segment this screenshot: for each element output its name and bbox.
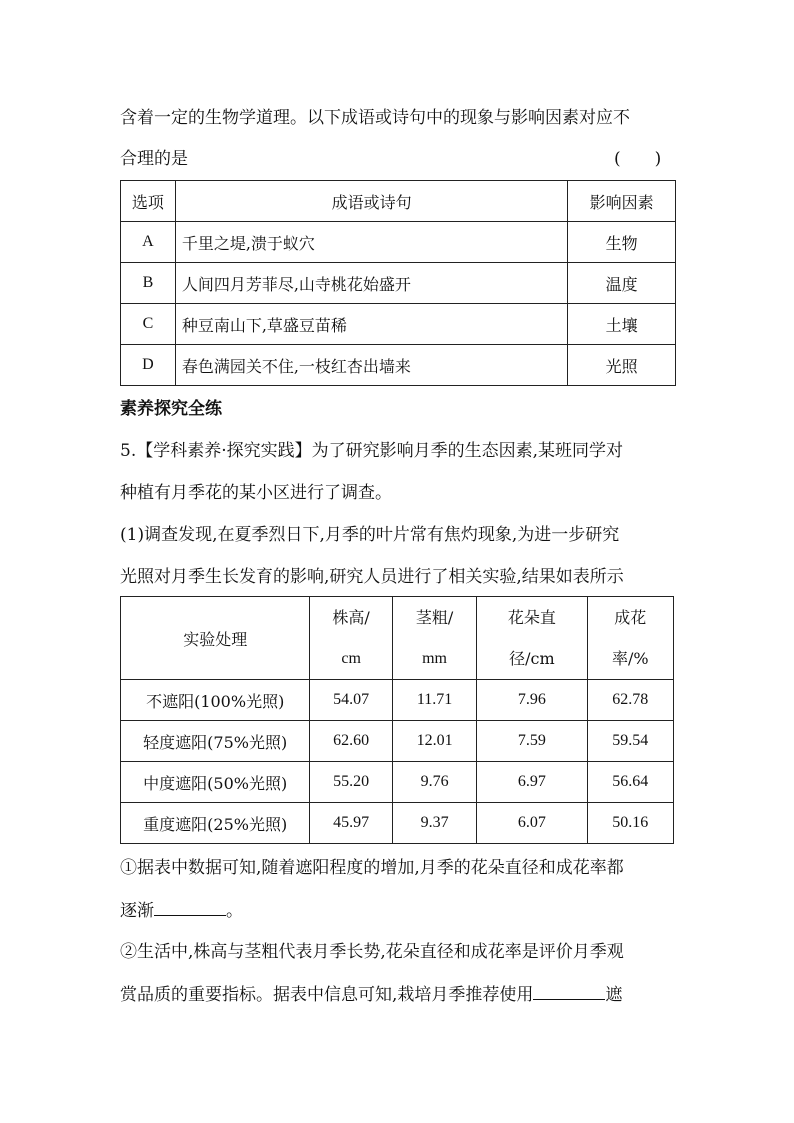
sub1-line2-suffix: 。: [226, 901, 243, 921]
option-cell: C: [121, 304, 176, 345]
sub1-line2-prefix: 逐渐: [120, 901, 154, 921]
header-unit: 率/%: [611, 649, 649, 668]
table-row: [121, 803, 674, 844]
q5-part1-line2: 光照对月季生长发育的影响,研究人员进行了相关实验,结果如表所示: [120, 567, 624, 587]
treatment-cell: 中度遮阳(50%光照): [121, 762, 310, 803]
header-text: 株高/: [332, 608, 370, 627]
value-cell: 9.76: [392, 762, 476, 803]
sub2-line2-prefix: 赏品质的重要指标。据表中信息可知,栽培月季推荐使用: [120, 985, 534, 1005]
factor-cell: 生物: [568, 222, 676, 263]
q5-text-line1: 5.【学科素养·探究实践】为了研究影响月季的生态因素,某班同学对: [120, 441, 624, 461]
header-unit: 径/cm: [509, 649, 555, 668]
header-cell-flower-diameter: [477, 597, 587, 680]
value-cell: 62.78: [587, 680, 673, 721]
header-cell-height: [310, 597, 392, 680]
q5-part1-line1: (1)调查发现,在夏季烈日下,月季的叶片常有焦灼现象,为进一步研究: [120, 525, 620, 545]
value-cell: 7.96: [477, 680, 587, 721]
value-cell: 12.01: [392, 721, 476, 762]
value-cell: 6.07: [477, 803, 587, 844]
value-cell: 62.60: [310, 721, 392, 762]
idiom-cell: 种豆南山下,草盛豆苗稀: [175, 304, 568, 345]
table-row: [121, 222, 676, 263]
factor-cell: 光照: [568, 345, 676, 386]
q4-text-line1: 含着一定的生物学道理。以下成语或诗句中的现象与影响因素对应不: [120, 108, 630, 128]
value-cell: 45.97: [310, 803, 392, 844]
sub1-line1: ①据表中数据可知,随着遮阳程度的增加,月季的花朵直径和成花率都: [120, 858, 624, 878]
value-cell: 56.64: [587, 762, 673, 803]
answer-blank[interactable]: [533, 983, 605, 1000]
table-row: [121, 721, 674, 762]
idiom-cell: 千里之堤,溃于蚁穴: [175, 222, 568, 263]
header-unit: mm: [422, 650, 447, 667]
value-cell: 7.59: [477, 721, 587, 762]
q5-text-line2: 种植有月季花的某小区进行了调查。: [120, 483, 392, 503]
table-row: [121, 762, 674, 803]
section-title: 素养探究全练: [120, 399, 222, 419]
value-cell: 50.16: [587, 803, 673, 844]
table-row: [121, 263, 676, 304]
header-cell: 成语或诗句: [175, 181, 568, 222]
shading-experiment-table: [120, 596, 674, 844]
answer-parentheses: ( ): [614, 149, 662, 169]
option-cell: D: [121, 345, 176, 386]
table-header-row: [121, 597, 674, 680]
q4-text-line2: [120, 148, 676, 170]
value-cell: 54.07: [310, 680, 392, 721]
header-unit: cm: [341, 650, 361, 667]
value-cell: 55.20: [310, 762, 392, 803]
idiom-factor-table: [120, 180, 676, 386]
factor-cell: 土壤: [568, 304, 676, 345]
sub2-line2: [120, 983, 676, 1006]
header-cell: 选项: [121, 181, 176, 222]
treatment-cell: 重度遮阳(25%光照): [121, 803, 310, 844]
option-cell: B: [121, 263, 176, 304]
table-header-row: [121, 181, 676, 222]
factor-cell: 温度: [568, 263, 676, 304]
header-text: 实验处理: [183, 629, 248, 649]
option-cell: A: [121, 222, 176, 263]
idiom-cell: 春色满园关不住,一枝红杏出墙来: [175, 345, 568, 386]
header-text: 茎粗/: [415, 608, 454, 627]
sub1-line2: [120, 899, 676, 922]
header-cell-flowering-rate: [587, 597, 673, 680]
header-cell-treatment: [121, 597, 310, 680]
q4-text-line2-content: 合理的是: [120, 149, 188, 169]
header-text: 花朵直: [507, 608, 556, 627]
header-text: 成花: [614, 608, 647, 627]
value-cell: 11.71: [392, 680, 476, 721]
answer-blank[interactable]: [154, 899, 226, 916]
sub2-line1: ②生活中,株高与茎粗代表月季长势,花朵直径和成花率是评价月季观: [120, 942, 624, 962]
value-cell: 59.54: [587, 721, 673, 762]
treatment-cell: 不遮阳(100%光照): [121, 680, 310, 721]
header-cell-stem: [392, 597, 476, 680]
idiom-cell: 人间四月芳菲尽,山寺桃花始盛开: [175, 263, 568, 304]
table-row: [121, 345, 676, 386]
table-row: [121, 680, 674, 721]
sub2-line2-suffix: 遮: [605, 985, 623, 1005]
treatment-cell: 轻度遮阳(75%光照): [121, 721, 310, 762]
header-cell: 影响因素: [568, 181, 676, 222]
value-cell: 9.37: [392, 803, 476, 844]
table-row: [121, 304, 676, 345]
value-cell: 6.97: [477, 762, 587, 803]
